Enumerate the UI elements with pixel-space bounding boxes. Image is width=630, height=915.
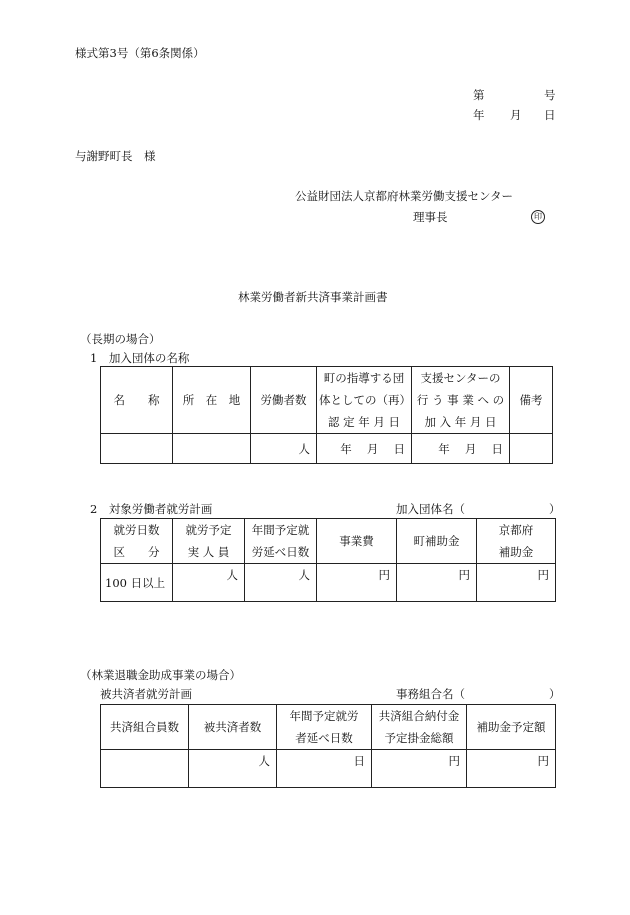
union-name-close: ） — [549, 687, 561, 701]
section-long-heading: （長期の場合） — [80, 332, 161, 346]
retire-plan-label: 被共済者就労計画 — [100, 687, 192, 701]
cell-union-members — [101, 750, 189, 788]
header-pref-subsidy: 京都府 補助金 — [477, 519, 556, 564]
table-row — [101, 750, 556, 788]
header-union-members: 共済組合員数 — [101, 705, 189, 750]
header-workers: 労働者数 — [251, 367, 317, 434]
item1-label: 1 加入団体の名称 — [90, 351, 190, 365]
cell-join-date: 年 月 日 — [412, 434, 510, 464]
group-name-close: ） — [549, 502, 561, 516]
cell-category: 100 日以上 — [101, 564, 173, 602]
table-header-row — [101, 705, 556, 750]
sender-org: 公益財団法人京都府林業労働支援センター — [295, 189, 514, 203]
document-title: 林業労働者新共済事業計画書 — [238, 290, 388, 304]
header-certification-date: 町の指導する団 体としての（再） 認 定 年 月 日 — [317, 367, 412, 434]
header-planned-people: 就労予定 実 人 員 — [173, 519, 245, 564]
cell-workers: 人 — [251, 434, 317, 464]
header-annual-days: 年間予定就 労延べ日数 — [245, 519, 317, 564]
cell-certification-date: 年 月 日 — [317, 434, 412, 464]
sender-title: 理事長 — [413, 210, 448, 224]
table-row — [101, 564, 556, 602]
table-row — [101, 434, 553, 464]
item2-label: 2 対象労働者就労計画 — [90, 502, 213, 516]
member-group-table — [100, 366, 553, 464]
header-town-subsidy: 町補助金 — [397, 519, 477, 564]
date-day: 日 — [544, 108, 556, 122]
date-year: 年 — [473, 108, 485, 122]
header-project-cost: 事業費 — [317, 519, 397, 564]
header-annual-work-days: 年間予定就労 者延べ日数 — [277, 705, 372, 750]
header-join-date: 支援センターの 行 う 事 業 へ の 加 入 年 月 日 — [412, 367, 510, 434]
seal-mark — [531, 209, 545, 224]
work-plan-table — [100, 518, 556, 602]
cell-remarks — [510, 434, 553, 464]
union-name-label: 事務組合名（ — [396, 687, 465, 701]
cell-people: 人 — [173, 564, 245, 602]
cell-name — [101, 434, 173, 464]
table-header-row — [101, 519, 556, 564]
cell-pref: 円 — [477, 564, 556, 602]
cell-work-days: 日 — [277, 750, 372, 788]
cell-insured: 人 — [189, 750, 277, 788]
cell-subsidy: 円 — [467, 750, 556, 788]
header-insured-count: 被共済者数 — [189, 705, 277, 750]
date-month: 月 — [510, 108, 522, 122]
group-name-label: 加入団体名（ — [396, 502, 465, 516]
cell-cost: 円 — [317, 564, 397, 602]
form-number: 様式第3号（第6条関係） — [75, 46, 205, 60]
cell-address — [173, 434, 251, 464]
doc-number-prefix: 第 — [473, 88, 485, 102]
header-work-days-category: 就労日数 区 分 — [101, 519, 173, 564]
cell-days: 人 — [245, 564, 317, 602]
header-address: 所 在 地 — [173, 367, 251, 434]
retirement-plan-table — [100, 704, 556, 788]
header-contribution: 共済組合納付金 予定掛金総額 — [372, 705, 467, 750]
addressee: 与謝野町長 様 — [75, 149, 156, 163]
section-retire-heading: （林業退職金助成事業の場合） — [80, 668, 241, 682]
table-header-row — [101, 367, 553, 434]
header-name: 名 称 — [101, 367, 173, 434]
seal-icon: 印 — [531, 210, 545, 224]
cell-town: 円 — [397, 564, 477, 602]
cell-contribution: 円 — [372, 750, 467, 788]
header-subsidy-planned: 補助金予定額 — [467, 705, 556, 750]
doc-number-suffix: 号 — [544, 88, 556, 102]
header-remarks: 備考 — [510, 367, 553, 434]
